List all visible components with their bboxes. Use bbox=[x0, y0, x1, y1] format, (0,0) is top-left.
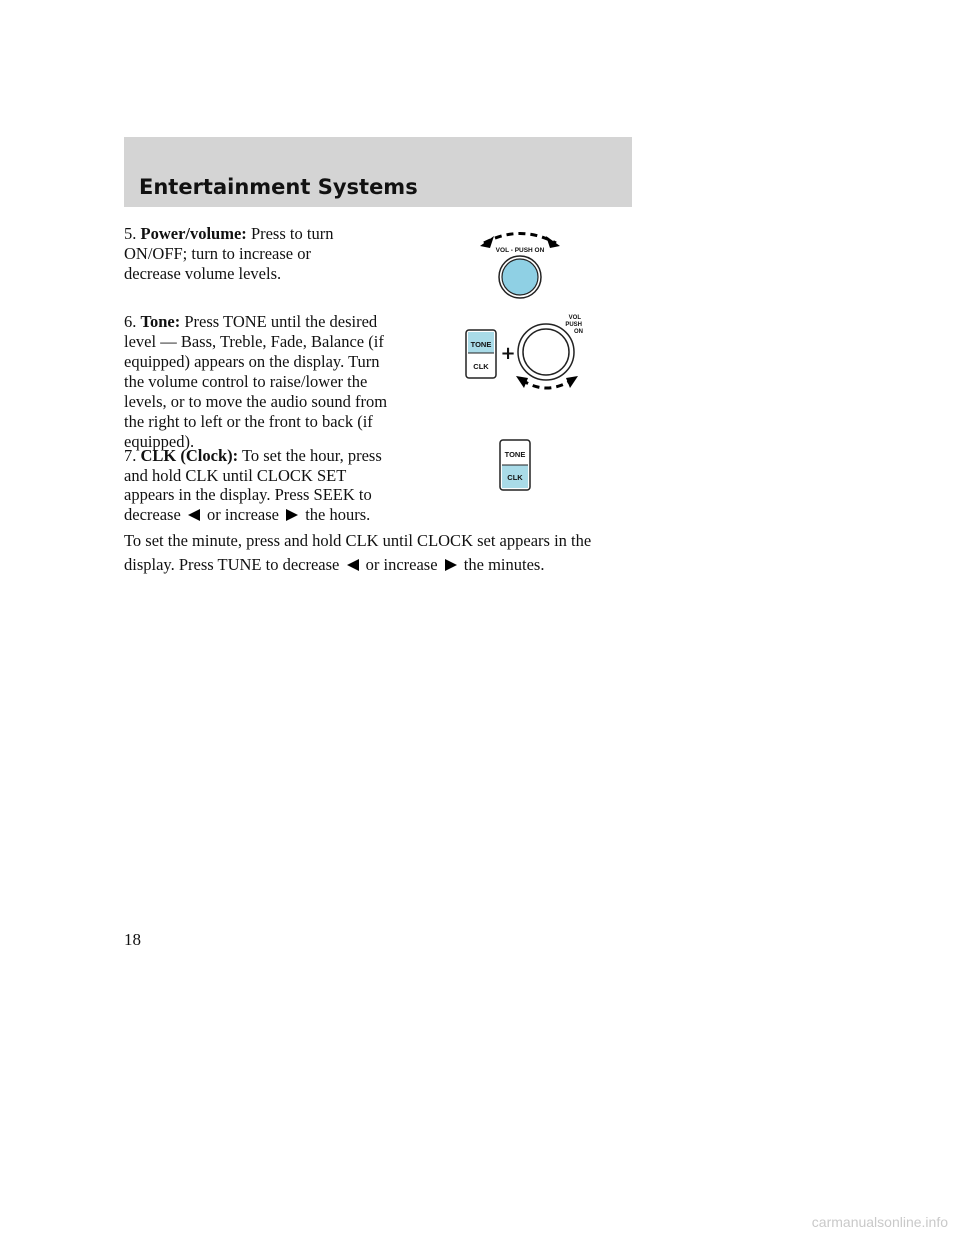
clk-label: CLK bbox=[507, 473, 523, 482]
volume-knob-illustration bbox=[470, 222, 570, 302]
item-number: 7. bbox=[124, 446, 137, 465]
item-power-volume bbox=[124, 224, 364, 284]
tone-label: TONE bbox=[470, 340, 492, 349]
minutes-line-2 bbox=[124, 555, 644, 575]
item-text: or increase bbox=[207, 504, 279, 524]
section-title: Entertainment Systems bbox=[139, 175, 418, 199]
tone-label: TONE bbox=[504, 450, 526, 459]
item-label: CLK (Clock): bbox=[140, 446, 239, 465]
item-text: To set the hour, press and hold CLK until CLOCK SET appears in the display. Press SEEK to decrease bbox=[124, 446, 382, 524]
item-number: 5. bbox=[124, 224, 137, 243]
increase-arrow-icon bbox=[285, 508, 299, 522]
item-text: Press to turn ON/OFF; turn to increase or decrease volume levels. bbox=[124, 224, 334, 283]
item-label: Tone: bbox=[140, 312, 181, 331]
minutes-text: the minutes. bbox=[463, 555, 545, 574]
minutes-paragraph bbox=[124, 531, 644, 575]
decrease-arrow-icon bbox=[346, 558, 360, 572]
minutes-text: or increase bbox=[365, 555, 438, 574]
knob-icon bbox=[502, 259, 538, 295]
plus-icon: + bbox=[500, 343, 516, 364]
on-label: ON bbox=[574, 329, 583, 335]
minutes-line-1: To set the minute, press and hold CLK until CLOCK set appears in the bbox=[124, 531, 592, 550]
item-label: Power/volume: bbox=[140, 224, 247, 243]
minutes-text: display. Press TUNE to decrease bbox=[124, 555, 340, 574]
decrease-arrow-icon bbox=[187, 508, 201, 522]
watermark: carmanualsonline.info bbox=[811, 1214, 948, 1230]
push-label: PUSH bbox=[565, 322, 582, 328]
clk-label: CLK bbox=[473, 362, 489, 371]
tone-clk-illustration bbox=[498, 438, 532, 492]
vol-push-on-label: VOL - PUSH ON bbox=[495, 247, 545, 254]
tone-volume-illustration bbox=[462, 310, 594, 396]
item-text: Press TONE until the desired level — Bass, Treble, Fade, Balance (if equipped) appears on the display. Turn the volume control to raise/lower the levels, or to move the audio sound from the right to left or the front to back (if equipped). bbox=[124, 312, 388, 451]
vol-label: VOL bbox=[568, 315, 581, 321]
item-text: the hours. bbox=[305, 504, 371, 524]
page-number: 18 bbox=[124, 930, 141, 949]
item-clock bbox=[124, 446, 386, 524]
item-number: 6. bbox=[124, 312, 137, 331]
item-tone bbox=[124, 312, 396, 452]
increase-arrow-icon bbox=[444, 558, 458, 572]
